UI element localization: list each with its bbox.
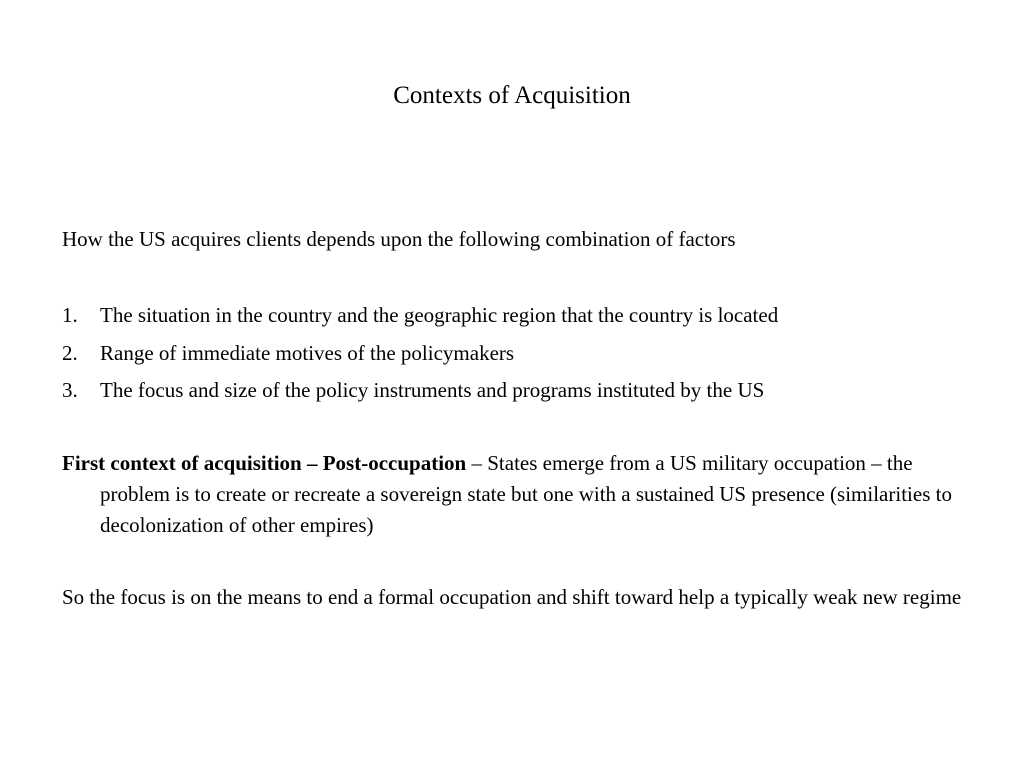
- factors-list: [62, 297, 962, 410]
- first-context-heading: First context of acquisition – Post-occupation: [62, 450, 467, 475]
- slide-body: [62, 224, 962, 613]
- slide-title: Contexts of Acquisition: [393, 82, 631, 109]
- focus-paragraph: So the focus is on the means to end a formal occupation and shift toward help a typically weak new regime: [62, 584, 962, 609]
- first-context-text: – States emerge from a US military occupation – the problem is to create or recreate a sovereign state but one with a sustained US presence (similarities to decolonization of other empires): [100, 450, 952, 537]
- list-item: [62, 372, 962, 410]
- list-item-text: The situation in the country and the geographic region that the country is located: [100, 303, 779, 327]
- list-item-text: Range of immediate motives of the policymakers: [100, 340, 515, 365]
- list-item-text: The focus and size of the policy instruments and programs instituted by the US: [100, 378, 765, 402]
- list-item-number: 1.: [62, 303, 78, 327]
- first-context-paragraph: [62, 448, 968, 541]
- list-item: [62, 297, 962, 335]
- list-item-number: 2.: [62, 340, 78, 365]
- list-item-number: 3.: [62, 378, 78, 402]
- list-item: [62, 335, 962, 373]
- intro-text: How the US acquires clients depends upon the following combination of factors: [62, 227, 736, 251]
